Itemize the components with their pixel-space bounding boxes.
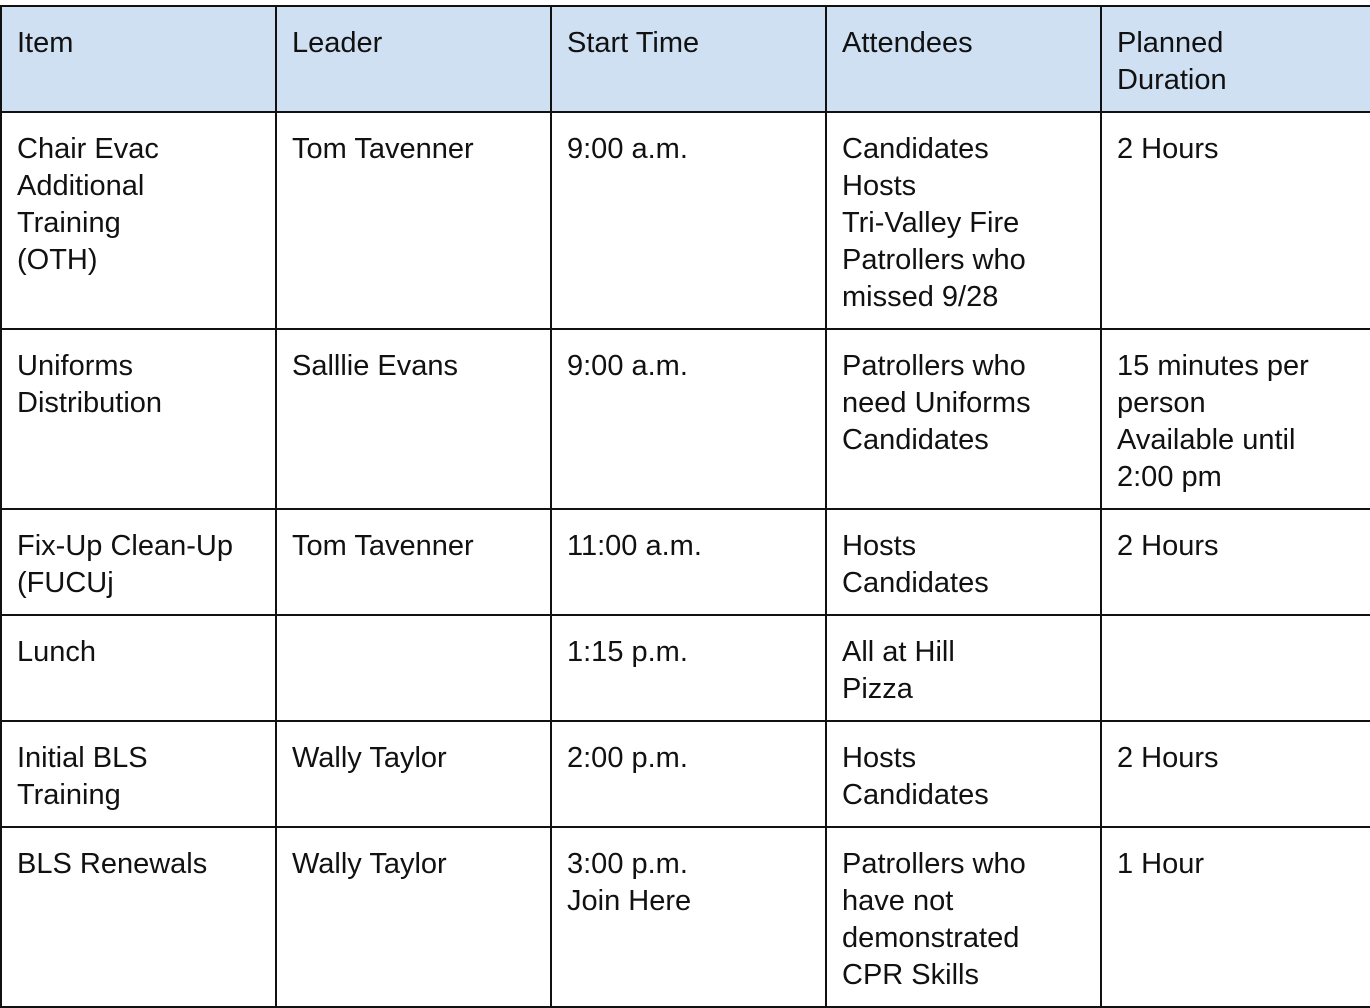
cell-start-time [551, 112, 826, 329]
cell-start-time [551, 329, 826, 509]
cell-text-line: have not [842, 885, 954, 917]
cell-start-time [551, 615, 826, 721]
cell-text-line: 9:00 a.m. [567, 133, 688, 165]
cell-duration [1101, 509, 1370, 615]
cell-text-line: Hosts [842, 530, 917, 562]
cell-text-line: Duration [1117, 64, 1227, 96]
table-row [1, 329, 1370, 509]
cell-text-line: 2:00 pm [1117, 461, 1222, 493]
table-row [1, 509, 1370, 615]
cell-text-line: person [1117, 387, 1206, 419]
cell-text-line: Tom Tavenner [292, 133, 474, 165]
table-header [1, 6, 1370, 112]
cell-text-line: Hosts [842, 742, 917, 774]
cell-text-line: Additional [17, 170, 145, 202]
cell-text-line: Uniforms [17, 350, 134, 382]
cell-text-line: 2 Hours [1117, 742, 1219, 774]
cell-leader [276, 615, 551, 721]
cell-duration [1101, 827, 1370, 1007]
cell-duration [1101, 329, 1370, 509]
cell-text-line: Patrollers who [842, 244, 1026, 276]
cell-text-line: 15 minutes per [1117, 350, 1309, 382]
cell-text-line: BLS Renewals [17, 848, 208, 880]
cell-text-line: 2 Hours [1117, 133, 1219, 165]
cell-text-line: 9:00 a.m. [567, 350, 688, 382]
cell-text-line: Chair Evac [17, 133, 159, 165]
cell-text-line: Pizza [842, 673, 913, 705]
cell-text-line: Initial BLS [17, 742, 148, 774]
cell-duration [1101, 615, 1370, 721]
cell-item [1, 721, 276, 827]
cell-text-line: Distribution [17, 387, 163, 419]
cell-text-line: Training [17, 207, 121, 239]
cell-text-line: Patrollers who [842, 350, 1026, 382]
header-leader [276, 6, 551, 112]
cell-leader [276, 509, 551, 615]
table-body [1, 112, 1370, 1007]
cell-text-line: 1:15 p.m. [567, 636, 688, 668]
schedule-table [0, 5, 1370, 1008]
cell-text-line: Salllie Evans [292, 350, 459, 382]
cell-text-line: CPR Skills [842, 959, 979, 991]
cell-item [1, 509, 276, 615]
cell-text-line: Candidates [842, 567, 989, 599]
table-row [1, 721, 1370, 827]
cell-text-line: Candidates [842, 133, 989, 165]
cell-text-line: Wally Taylor [292, 742, 447, 774]
cell-text-line: need Uniforms [842, 387, 1031, 419]
cell-start-time [551, 721, 826, 827]
table-row [1, 112, 1370, 329]
cell-item [1, 329, 276, 509]
cell-text-line: Patrollers who [842, 848, 1026, 880]
cell-leader [276, 329, 551, 509]
cell-item [1, 112, 276, 329]
cell-text-line: 3:00 p.m. [567, 848, 688, 880]
cell-item [1, 827, 276, 1007]
cell-text-line: Planned [1117, 27, 1224, 59]
cell-text-line: Available until [1117, 424, 1296, 456]
cell-text-line: 2:00 p.m. [567, 742, 688, 774]
cell-attendees [826, 615, 1101, 721]
header-attendees [826, 6, 1101, 112]
cell-text-line: Tri-Valley Fire [842, 207, 1020, 239]
cell-text-line: Fix-Up Clean-Up [17, 530, 233, 562]
cell-leader [276, 827, 551, 1007]
cell-text-line: (FUCUj [17, 567, 114, 599]
cell-text-line: demonstrated [842, 922, 1020, 954]
cell-start-time [551, 509, 826, 615]
cell-attendees [826, 827, 1101, 1007]
cell-text-line: (OTH) [17, 244, 98, 276]
cell-text-line: Item [17, 27, 74, 59]
table-row [1, 615, 1370, 721]
header-item [1, 6, 276, 112]
cell-attendees [826, 112, 1101, 329]
cell-text-line: Candidates [842, 424, 989, 456]
cell-text-line: 2 Hours [1117, 530, 1219, 562]
table-row [1, 827, 1370, 1007]
cell-attendees [826, 721, 1101, 827]
cell-text-line: Tom Tavenner [292, 530, 474, 562]
cell-text-line: missed 9/28 [842, 281, 999, 313]
cell-text-line: Leader [292, 27, 383, 59]
cell-text-line: Hosts [842, 170, 917, 202]
header-start-time [551, 6, 826, 112]
cell-text-line: Training [17, 779, 121, 811]
cell-text-line: Join Here [567, 885, 692, 917]
cell-item [1, 615, 276, 721]
cell-text-line: Attendees [842, 27, 973, 59]
cell-text-line: 11:00 a.m. [567, 530, 702, 562]
header-row [1, 6, 1370, 112]
cell-attendees [826, 509, 1101, 615]
cell-text-line: Start Time [567, 27, 700, 59]
cell-text-line: All at Hill [842, 636, 955, 668]
cell-text-line: 1 Hour [1117, 848, 1205, 880]
header-planned-duration [1101, 6, 1370, 112]
cell-leader [276, 112, 551, 329]
cell-text-line: Wally Taylor [292, 848, 447, 880]
cell-attendees [826, 329, 1101, 509]
cell-duration [1101, 721, 1370, 827]
cell-leader [276, 721, 551, 827]
cell-start-time [551, 827, 826, 1007]
cell-text-line: Candidates [842, 779, 989, 811]
cell-text-line: Lunch [17, 636, 97, 668]
cell-duration [1101, 112, 1370, 329]
